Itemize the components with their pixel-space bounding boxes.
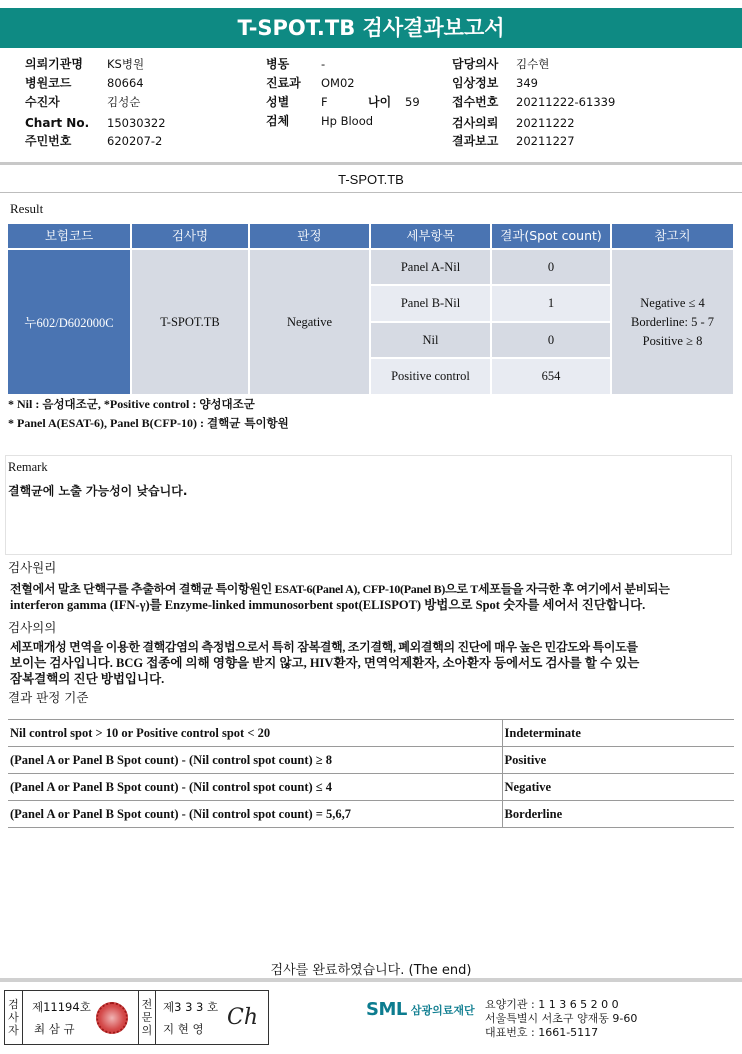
- ref-positive: Positive ≥ 8: [642, 333, 703, 348]
- note-controls: * Nil : 음성대조군, *Positive control : 양성대조군: [8, 397, 255, 411]
- sml-logo-text: SML: [366, 999, 407, 1020]
- significance-text: 세포매개성 면역을 이용한 결핵감염의 측정법으로서 특히 잠복결핵, 조기결핵, 폐외결핵의 진단에 매우 높은 민감도와 특이도를 보이는 검사입니다. BCG 접종에 의해 영향을 받지 않고, HIV환자, 면역억제환자, 소아환자 등에서도 검사를 할 수 있는 잠복결핵의 진단 방법입니다.: [10, 640, 640, 686]
- org-name: 삼광의료재단: [410, 1003, 475, 1017]
- footer-divider: [0, 978, 742, 982]
- org-address: 요양기관 : 1 1 3 6 5 2 0 0 서울특별시 서초구 양재동 9-60 대표번호 : 1661-5117: [485, 998, 638, 1039]
- remark-text: 결핵균에 노출 가능성이 낮습니다.: [8, 484, 188, 498]
- item-positive-control-name: Positive control: [371, 359, 490, 394]
- report-title: T-SPOT.TB 검사결과보고서: [0, 8, 742, 48]
- criteria-table: [8, 719, 734, 828]
- ref-borderline: Borderline: 5 - 7: [631, 314, 714, 329]
- item-panel-b-value: 1: [492, 286, 610, 321]
- th-insurance-code: 보험코드: [8, 224, 130, 248]
- specialist-name: 지 현 영: [163, 1022, 204, 1036]
- criteria-condition: (Panel A or Panel B Spot count) - (Nil control spot count) ≥ 8: [8, 747, 502, 774]
- examiner-name: 최 삼 규: [34, 1022, 75, 1036]
- criteria-result: Positive: [502, 747, 734, 774]
- criteria-row: [8, 720, 734, 747]
- item-positive-control-value: 654: [492, 359, 610, 394]
- test-name-cell: T-SPOT.TB: [132, 250, 248, 394]
- result-label: Result: [10, 201, 44, 216]
- result-table: [8, 224, 733, 394]
- examiner-label: 검 사 자: [5, 991, 23, 1044]
- criteria-condition: (Panel A or Panel B Spot count) - (Nil control spot count) = 5,6,7: [8, 801, 502, 828]
- item-panel-a-value: 0: [492, 250, 610, 284]
- header-divider: [0, 162, 742, 165]
- section-divider: [0, 192, 742, 193]
- th-test-name: 검사명: [132, 224, 248, 248]
- th-result: 결과(Spot count): [492, 224, 610, 248]
- criteria-result: Indeterminate: [502, 720, 734, 747]
- reference-cell: [612, 250, 733, 394]
- seal-stamp: [96, 1002, 128, 1034]
- criteria-row: [8, 774, 734, 801]
- th-judgement: 판정: [250, 224, 369, 248]
- judgement-cell: Negative: [250, 250, 369, 394]
- remark-box: [5, 455, 732, 555]
- examiner-license-no: 제11194호: [32, 1000, 91, 1014]
- note-antigens: * Panel A(ESAT-6), Panel B(CFP-10) : 결핵균 특이항원: [8, 416, 289, 430]
- item-nil-name: Nil: [371, 323, 490, 357]
- principle-label: 검사원리: [8, 560, 57, 575]
- org-logo: [366, 999, 475, 1020]
- item-nil-value: 0: [492, 323, 610, 357]
- item-panel-b-name: Panel B-Nil: [371, 286, 490, 321]
- criteria-label: 결과 판정 기준: [8, 690, 89, 705]
- insurance-code-cell: 누602/D602000C: [8, 250, 130, 394]
- th-reference: 참고치: [612, 224, 733, 248]
- ref-negative: Negative ≤ 4: [640, 295, 705, 310]
- end-text: 검사를 완료하였습니다. (The end): [270, 963, 472, 978]
- section-title: T-SPOT.TB: [338, 172, 404, 187]
- th-detail-item: 세부항목: [371, 224, 490, 248]
- criteria-condition: Nil control spot > 10 or Positive control spot < 20: [8, 720, 502, 747]
- signature-mark: Ch: [227, 1005, 259, 1030]
- criteria-condition: (Panel A or Panel B Spot count) - (Nil control spot count) ≤ 4: [8, 774, 502, 801]
- criteria-row: [8, 801, 734, 828]
- specialist-label: 전 문 의: [138, 991, 156, 1044]
- remark-label: Remark: [8, 460, 48, 474]
- criteria-result: Negative: [502, 774, 734, 801]
- criteria-result: Borderline: [502, 801, 734, 828]
- criteria-row: [8, 747, 734, 774]
- specialist-license-no: 제3 3 3 호: [163, 1000, 219, 1014]
- signature-box: [4, 990, 269, 1045]
- principle-text: 전혈에서 말초 단핵구를 추출하여 결핵균 특이항원인 ESAT-6(Panel A), CFP-10(Panel B)으로 T세포들을 자극한 후 여기에서 분비되는 interferon gamma (IFN-γ)를 Enzyme-linked immunosorbent spot(ELISPOT) 방법으로 Spot 숫자를 세어서 진단합니다.: [10, 582, 670, 612]
- item-panel-a-name: Panel A-Nil: [371, 250, 490, 284]
- significance-label: 검사의의: [8, 620, 57, 635]
